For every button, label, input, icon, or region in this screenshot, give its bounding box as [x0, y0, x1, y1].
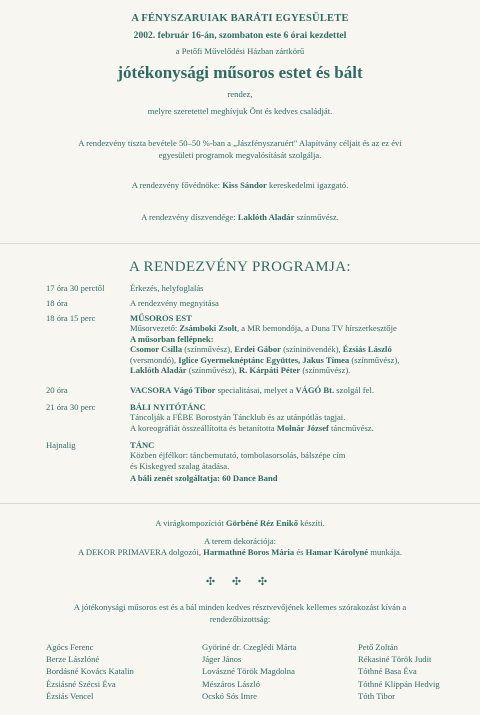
committee-name: Tóth Tibor [358, 690, 396, 701]
guest-suffix: színművész. [296, 212, 339, 222]
program-time: 17 óra 30 perctől [46, 283, 105, 293]
decor-label: A terem dekorációja: [203, 536, 277, 546]
host-name: Zsámboki Zsolt [179, 323, 237, 334]
committee-name: Ézsiásné Szécsi Éva [46, 678, 116, 689]
patron-name: Kiss Sándor [222, 180, 267, 190]
committee-column-1 [46, 641, 134, 702]
performers-line-3: Laklóth Aladár (színművész), R. Kárpáti Péter (színművész). [130, 365, 351, 376]
program-text: Érkezés, helyfoglalás [130, 283, 204, 293]
program-title: A RENDEZVÉNY PROGRAMJA: [129, 259, 351, 275]
guest-name: Laklóth Aladár [237, 212, 295, 222]
guest-prefix: A rendezvény díszvendége: [141, 212, 236, 222]
patron-suffix: kereskedelmi igazgató. [269, 180, 349, 190]
program-time: 18 óra 15 perc [46, 313, 96, 323]
performers-heading: A műsorban fellépnek: [130, 333, 214, 344]
fold-line [0, 503, 480, 504]
event-title: jótékonysági műsoros estet és bált [117, 63, 363, 82]
guest-line [0, 212, 480, 222]
committee-name: Rékasiné Török Judit [358, 654, 432, 665]
committee-name: Mészáros László [202, 678, 260, 689]
committee-name: Ocskó Sós Imre [202, 690, 257, 701]
committee-name: Györiné dr. Czeglédi Márta [202, 642, 297, 652]
purpose-line-2: egyesületi programok megvalósítását szolgálja. [158, 150, 322, 160]
show-heading: MŰSOROS EST [130, 313, 192, 323]
program-time: 21 óra 30 perc [46, 402, 96, 412]
invitation-page: A FÉNYSZARUIAK BARÁTI EGYESÜLETE 2002. február 16-án, szombaton este 6 órai kezdettel a Petőfi Művelődési Házban zártkörű jótékonysági műsoros estet és bált rendez, melyre szeretettel meghívjuk Önt és kedves családját. A rendezvény tiszta bevétele 50–50 %-ban a „Jászfényszaruért" Alapítvány céljait és az ez évi egyesületi programok megvalósítását szolgálja. A rendezvény fővédnöke: Kiss Sándor kereskedelmi igazgató. A rendezvény díszvendége: Laklóth Aladár színművész. A RENDEZVÉNY PROGRAMJA: 17 óra 30 perctől Érkezés, helyfoglalás 18 óra A rendezvény megnyitása 18 óra 15 perc MŰSOROS EST Műsorvezető: Zsámboki Zsolt, a MR bemondója, a Duna TV hírszerkesztője A műsorban fellépnek: Csomor Csilla (színművész), Erdei Gábor (színinövendék), Ézsiás László (versmondó), Iglice Gyermeknéptánc Együttes, Jakus Tímea (színművész), Laklóth Aladár (színművész), R. Kárpáti Péter (színművész). 20 óra VACSORA Vágó Tibor specialitásai, melyet a VÁGÓ Bt. szolgál fel. 21 óra 30 perc BÁLI NYITÓTÁNC Táncolják a FÉBE Borostyán Táncklub és az utánpótlás tagjai. A koreográfiát összeállította és betanította Molnár József táncművész. Hajnalig TÁNC Közben éjfélkor: táncbemutató, tombolasorsolás, bálszépe cím és Kiskegyed szalag átadása. A báli zenét szolgáltatja: 60 Dance Band A virágkompozíciót Görbéné Réz Enikő készíti. A terem dekorációja: A DEKOR PRIMAVERA dolgozói, Harmathné Boros Mária és Hamar Károlyné munkája. ✣ ✣ ✣ A jótékonysági műsoros est és a bál minden kedves résztvevőjének kellemes szórakozást kíván a rendezőbizottság: Agócs Ferenc Berze Lászlóné Bordásné Kovács Katalin Ézsiásné Szécsi Éva Ézsiás Vencel Györiné dr. Czeglédi Márta Jáger János Lovászné Török Magdolna Mészáros László Ocskó Sós Imre Pető Zoltán Rékasiné Török Judit Tóthné Basa Éva Tóthné Klippán Hedvig Tóth Tibor [0, 0, 480, 715]
invite-line: melyre szeretettel meghívjuk Önt és kedves családját. [147, 106, 333, 116]
opening-dance-heading: BÁLI NYITÓTÁNC [130, 402, 206, 412]
program-time: Hajnalig [46, 440, 76, 450]
committee-name: Tóthné Klippán Hedvig [358, 678, 440, 689]
patron-line [0, 180, 480, 190]
committee-column-2 [202, 641, 297, 702]
committee-column-3 [358, 641, 440, 702]
closing-line-1: A jótékonysági műsoros est és a bál minden kedves résztvevőjének kellemes szórakozást kíván a [73, 602, 407, 612]
dance-heading: TÁNC [130, 440, 155, 450]
flowers-line: A virágkompozíciót Görbéné Réz Enikő készíti. [155, 518, 325, 528]
ornament-stars-icon: ✣ ✣ ✣ [205, 576, 275, 588]
patron-prefix: A rendezvény fővédnöke: [131, 180, 221, 190]
venue-line: a Petőfi Művelődési Házban zártkörű [175, 46, 305, 56]
committee-name: Pető Zoltán [358, 642, 398, 652]
organization-name: A FÉNYSZARUIAK BARÁTI EGYESÜLETE [131, 13, 349, 24]
committee-name: Tóthné Basa Éva [358, 666, 417, 677]
band-line: A báli zenét szolgáltatja: 60 Dance Band [130, 473, 278, 484]
committee-name: Jáger János [202, 654, 242, 665]
fold-line [0, 243, 480, 244]
host-line: Műsorvezető: Zsámboki Zsolt, a MR bemondója, a Duna TV hírszerkesztője [130, 323, 397, 334]
performers-line-2: (versmondó), Iglice Gyermeknéptánc Együttes, Jakus Tímea (színművész), [130, 354, 400, 365]
program-time: 20 óra [46, 385, 68, 395]
program-time: 18 óra [46, 298, 68, 308]
performers-line-1: Csomor Csilla (színművész), Erdei Gábor (színinövendék), Ézsiás László [130, 344, 392, 355]
committee-name: Berze Lászlóné [46, 654, 100, 665]
rendez-word: rendez, [227, 89, 253, 99]
committee-name: Bordásné Kovács Katalin [46, 666, 134, 677]
date-line: 2002. február 16-án, szombaton este 6 órai kezdettel [133, 30, 347, 41]
program-text: A rendezvény megnyitása [130, 298, 219, 308]
closing-line-2: rendezőbizottság: [209, 614, 271, 624]
purpose-line-1: A rendezvény tiszta bevétele 50–50 %-ban a „Jászfényszaruért" Alapítvány céljait és az ez évi [78, 138, 402, 148]
committee-name: Lovászné Török Magdolna [202, 666, 295, 677]
decor-line: A DEKOR PRIMAVERA dolgozói, Harmathné Boros Mária és Hamar Károlyné munkája. [77, 547, 403, 557]
dinner-heading: VACSORA [130, 385, 172, 395]
committee-name: Agócs Ferenc [46, 642, 94, 652]
committee-name: Ézsiás Vencel [46, 690, 94, 701]
